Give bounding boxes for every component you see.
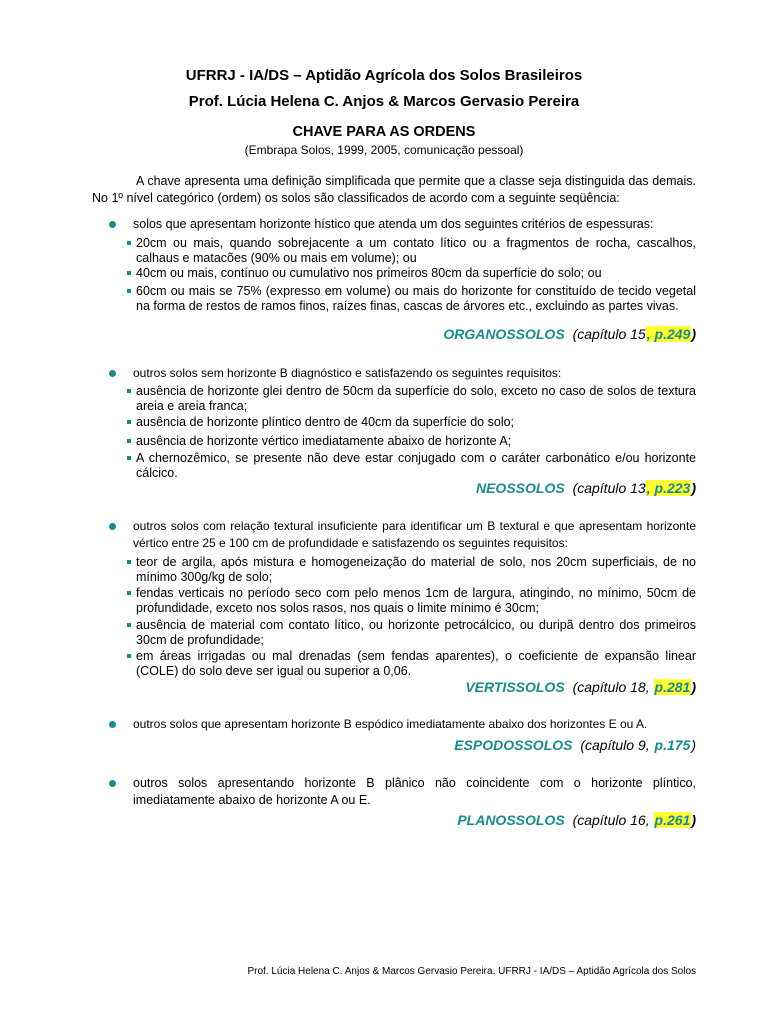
chapter-reference: (capítulo 9,	[580, 737, 650, 753]
section-lead: outros solos com relação textural insuficiente para identificar um B textural e que apresentam horizonte vértico entre 25 e 100 cm de profundidade e satisfazendo os seguintes requisitos:	[133, 519, 696, 550]
soil-order-name: ESPODOSSOLOS	[454, 737, 573, 753]
square-bullet-icon	[127, 289, 131, 293]
intro-paragraph: A chave apresenta uma definição simplificada que permite que a classe seja distinguida das demais. No 1º nível categórico (ordem) os solos são classificados de acordo com a seguinte seqüência:	[92, 174, 696, 205]
criterion-text: 20cm ou mais, quando sobrejacente a um contato lítico ou a fragmentos de rocha, cascalhos, calhaus e matacões (90% ou mais em volume); ou	[136, 236, 696, 265]
criterion-item	[127, 415, 696, 430]
header-line-1: UFRRJ - IA/DS – Aptidão Agrícola dos Solos Brasileiros	[185, 67, 583, 84]
criterion-text: ausência de horizonte vértico imediatamente abaixo de horizonte A;	[136, 434, 512, 448]
criterion-text: 40cm ou mais, contínuo ou cumulativo nos primeiros 80cm da superfície do solo; ou	[136, 266, 602, 280]
page-reference: p.281	[654, 679, 691, 695]
criterion-item	[127, 618, 696, 648]
criterion-text: fendas verticais no período seco com pelo menos 1cm de largura, atingindo, no mínimo, 50cm de profundidade, exceto nos solos rasos, nos quais o limite mínimo é 30cm;	[136, 586, 696, 615]
criterion-text: em áreas irrigadas ou mal drenadas (sem fendas aparentes), o coeficiente de expansão linear (COLE) do solo deve ser igual ou superior a 0,06.	[136, 649, 696, 678]
criterion-item	[127, 434, 696, 449]
criterion-text: ausência de material com contato lítico, ou horizonte petrocálcico, ou duripã dentro dos primeiros 30cm de profundidade;	[136, 618, 696, 647]
criterion-text: A chernozêmico, se presente não deve estar conjugado com o caráter carbonático e/ou horizonte cálcico.	[136, 451, 696, 480]
page-reference: , p.223	[646, 480, 691, 496]
criterion-item	[127, 555, 696, 585]
closing-paren: )	[691, 737, 696, 753]
soil-order-name: PLANOSSOLOS	[457, 812, 565, 828]
closing-paren: )	[691, 812, 696, 828]
soil-order-name: ORGANOSSOLOS	[443, 326, 565, 342]
bullet-icon	[109, 370, 116, 377]
section-lead: solos que apresentam horizonte hístico que atenda um dos seguintes critérios de espessuras:	[133, 217, 654, 231]
square-bullet-icon	[127, 271, 131, 275]
square-bullet-icon	[127, 591, 131, 595]
section-lead: outros solos apresentando horizonte B plânico não coincidente com o horizonte plíntico, imediatamente abaixo de horizonte A ou E.	[133, 776, 696, 807]
bullet-icon	[109, 721, 116, 728]
chapter-reference: (capítulo 15	[572, 326, 646, 342]
square-bullet-icon	[127, 439, 131, 443]
chapter-reference: (capítulo 16,	[572, 812, 650, 828]
criterion-text: teor de argila, após mistura e homogeneização do material de solo, nos 20cm superficiais, de no mínimo 300g/kg de solo;	[136, 555, 696, 584]
bullet-icon	[109, 780, 116, 787]
square-bullet-icon	[127, 456, 131, 460]
result-line	[476, 480, 696, 496]
square-bullet-icon	[127, 420, 131, 424]
page-reference: p.175	[654, 737, 691, 753]
page-reference: , p.249	[646, 326, 691, 342]
criterion-text: ausência de horizonte glei dentro de 50cm da superfície do solo, exceto no caso de solos de textura areia e areia franca;	[136, 384, 696, 413]
criterion-text: ausência de horizonte plíntico dentro de 40cm da superfície do solo;	[136, 415, 515, 429]
page-reference: p.261	[654, 812, 691, 828]
square-bullet-icon	[127, 654, 131, 658]
bullet-icon	[109, 221, 116, 228]
section-lead: outros solos sem horizonte B diagnóstico e satisfazendo os seguintes requisitos:	[133, 366, 562, 380]
square-bullet-icon	[127, 389, 131, 393]
result-line	[457, 812, 696, 828]
square-bullet-icon	[127, 560, 131, 564]
closing-paren: )	[691, 679, 696, 695]
criterion-item	[127, 384, 696, 414]
result-line	[465, 679, 696, 695]
bullet-icon	[109, 523, 116, 530]
criterion-text: 60cm ou mais se 75% (expresso em volume) ou mais do horizonte for constituído de tecido vegetal na forma de restos de ramos finos, raízes finas, cascas de árvores etc., excluindo as partes vivas.	[136, 284, 696, 313]
result-line	[443, 326, 696, 342]
closing-paren: )	[691, 326, 696, 342]
page-title: CHAVE PARA AS ORDENS	[292, 124, 476, 140]
square-bullet-icon	[127, 241, 131, 245]
result-line	[454, 737, 696, 753]
criterion-item	[127, 284, 696, 314]
criterion-item	[127, 649, 696, 679]
square-bullet-icon	[127, 623, 131, 627]
criterion-item	[127, 266, 696, 281]
chapter-reference: (capítulo 13	[572, 480, 646, 496]
closing-paren: )	[691, 480, 696, 496]
soil-order-name: NEOSSOLOS	[475, 480, 565, 496]
page-subtitle: (Embrapa Solos, 1999, 2005, comunicação pessoal)	[244, 143, 524, 157]
page-footer: Prof. Lúcia Helena C. Anjos & Marcos Gervasio Pereira. UFRRJ - IA/DS – Aptidão Agrícola dos Solos	[247, 966, 696, 977]
header-line-2: Prof. Lúcia Helena C. Anjos & Marcos Gervasio Pereira	[188, 93, 580, 110]
criterion-item	[127, 451, 696, 481]
soil-order-name: VERTISSOLOS	[465, 679, 565, 695]
criterion-item	[127, 586, 696, 616]
chapter-reference: (capítulo 18,	[572, 679, 650, 695]
criterion-item	[127, 236, 696, 266]
section-lead: outros solos que apresentam horizonte B espódico imediatamente abaixo dos horizontes E ou A.	[133, 717, 648, 731]
